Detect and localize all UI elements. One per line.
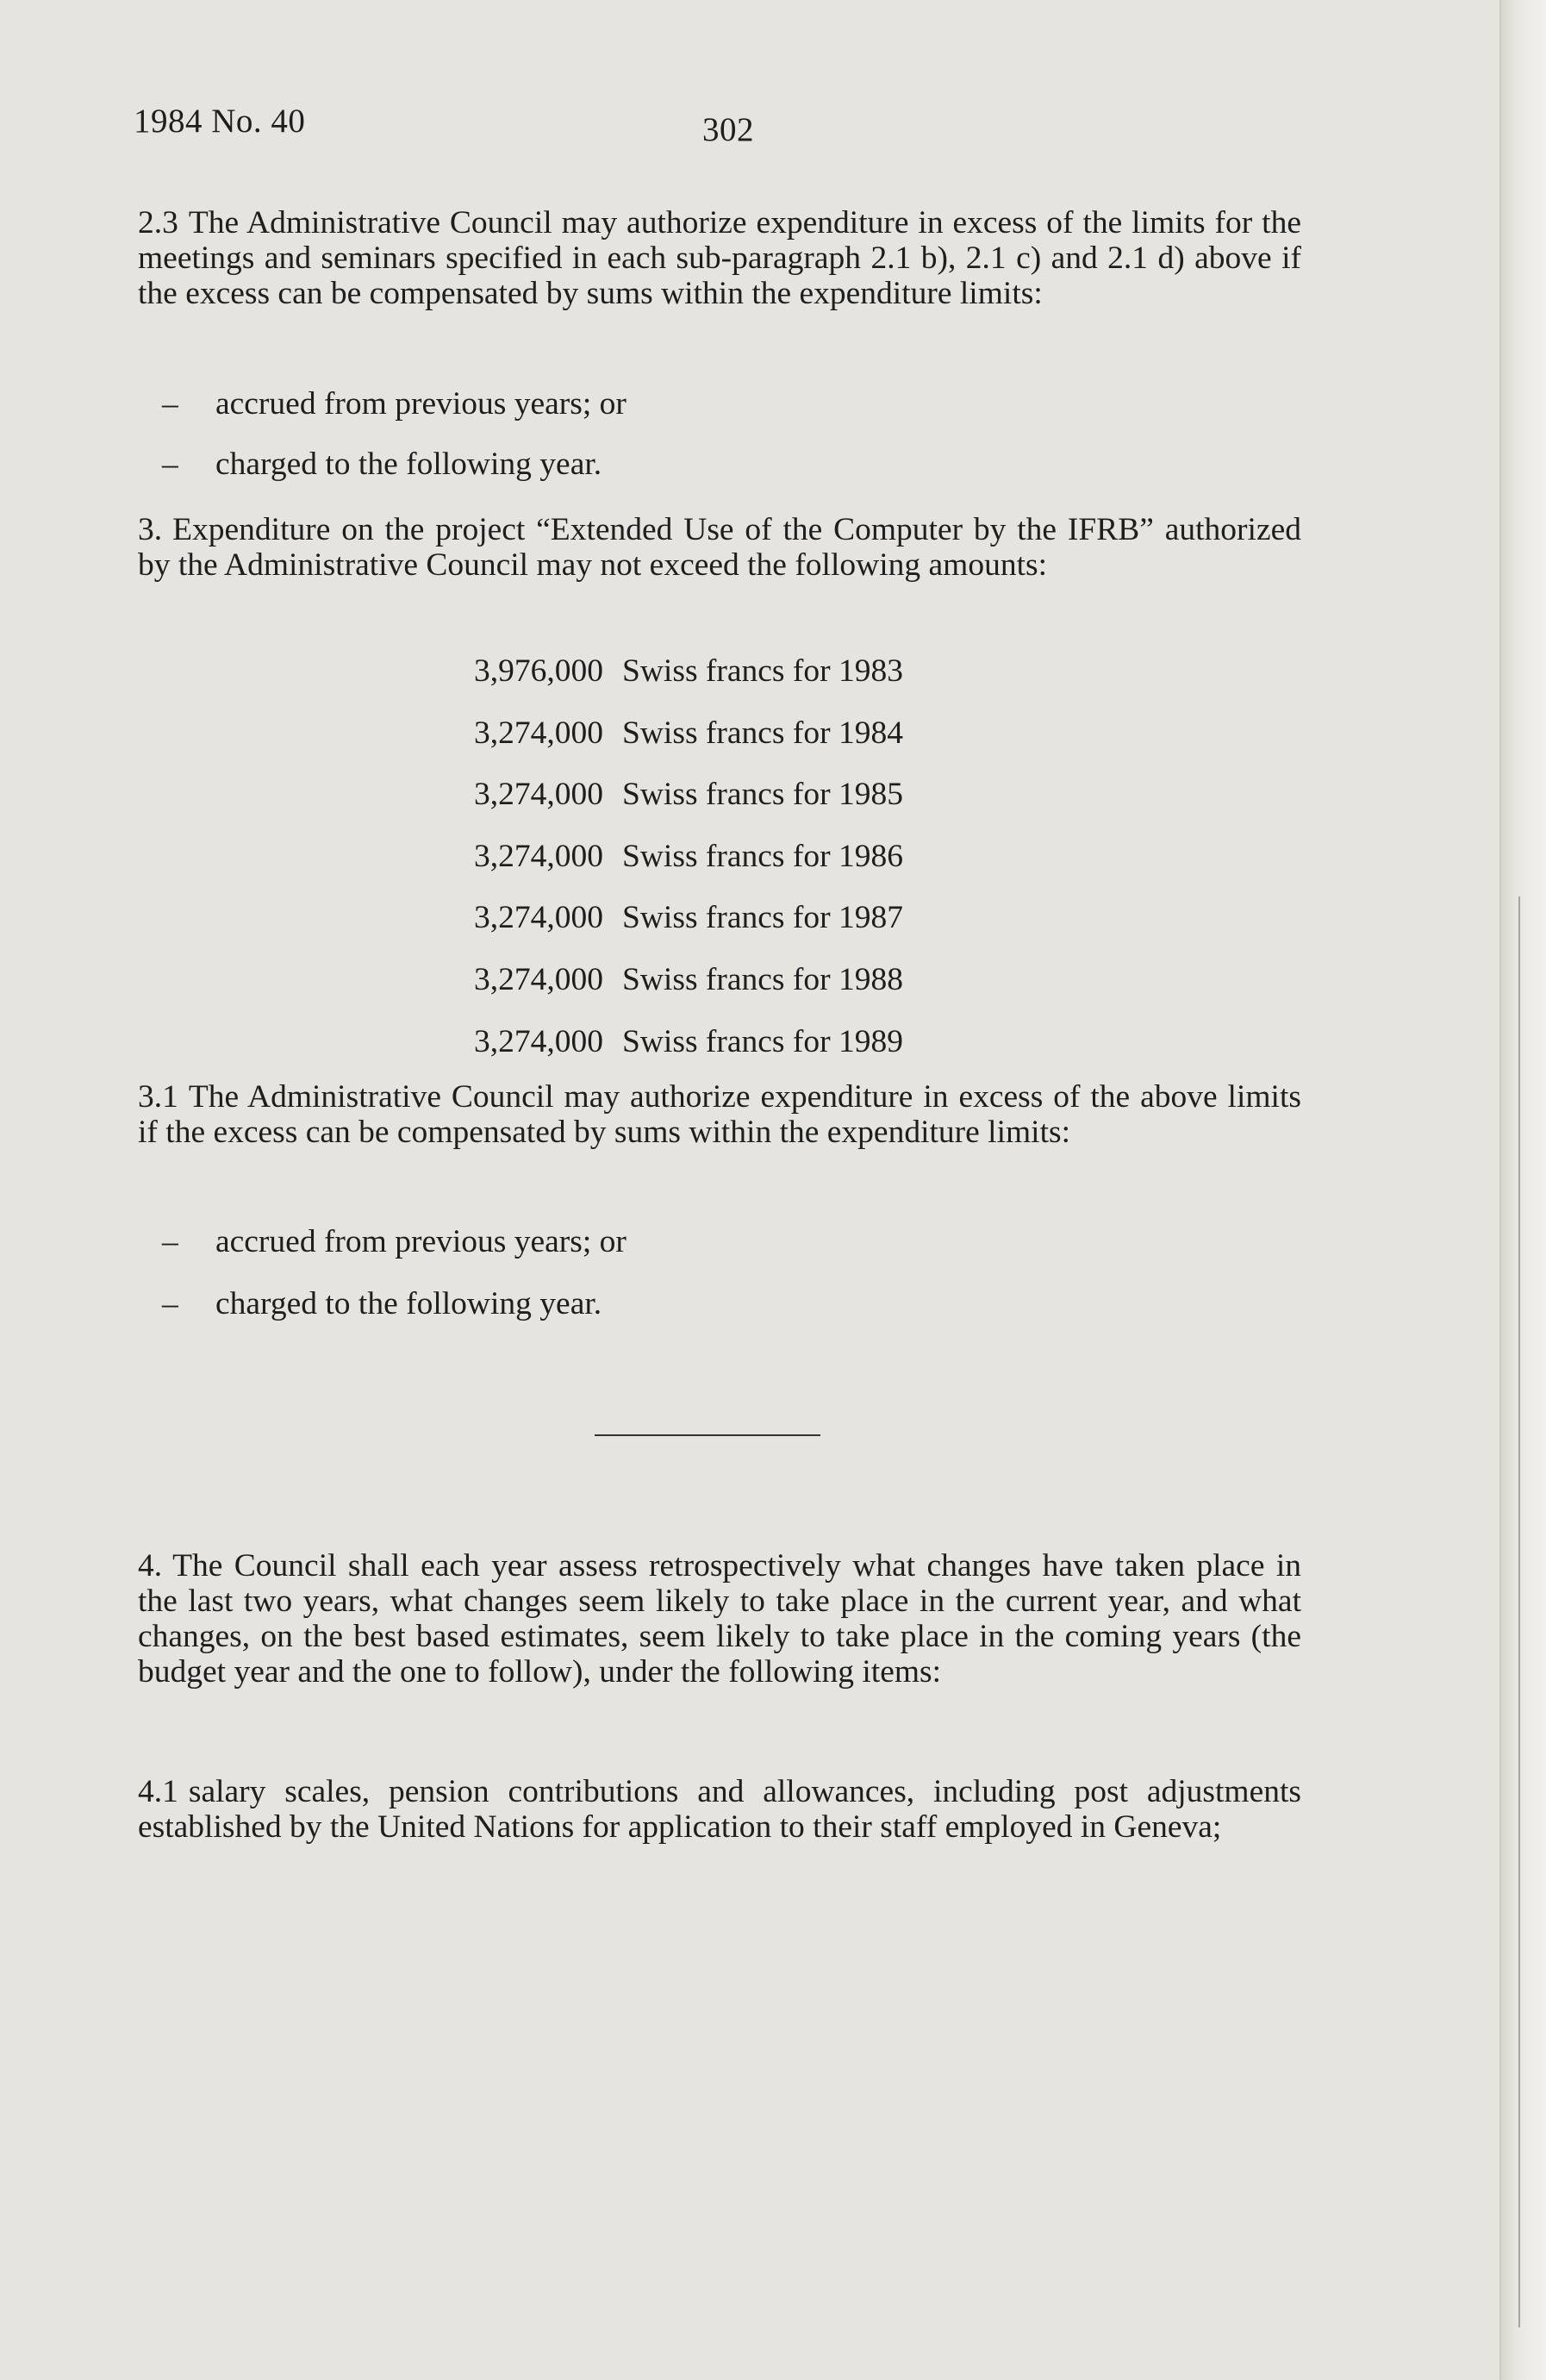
- list-item-text: accrued from previous years; or: [215, 1224, 627, 1259]
- paragraph-number: 3.1: [138, 1079, 178, 1115]
- paragraph-4-1: [138, 1774, 1301, 1845]
- list-item: [162, 1224, 627, 1259]
- list-item-text: charged to the following year.: [215, 1286, 602, 1321]
- amount-value: 3,274,000: [474, 839, 603, 874]
- dash-bullet: –: [162, 1224, 178, 1259]
- amount-row: [448, 962, 903, 997]
- paragraph-text: The Administrative Council may authorize expenditure in excess of the above limits if the excess can be compensated by sums within the expenditure limits:: [138, 1079, 1301, 1150]
- paragraph-number: 3.: [138, 512, 163, 547]
- amount-label: Swiss francs for 1986: [622, 839, 904, 874]
- list-item: [162, 386, 627, 422]
- paragraph-3: [138, 512, 1301, 583]
- page-edge-line: [1518, 896, 1520, 2327]
- list-item-text: charged to the following year.: [215, 447, 602, 482]
- amount-value: 3,274,000: [474, 962, 603, 997]
- dash-bullet: –: [162, 1286, 178, 1321]
- amount-value: 3,976,000: [474, 653, 603, 689]
- amount-value: 3,274,000: [474, 900, 603, 935]
- paragraph-2-3: [138, 205, 1301, 311]
- paragraph-number: 2.3: [138, 205, 178, 240]
- amount-value: 3,274,000: [474, 777, 603, 812]
- paragraph-text: Expenditure on the project “Extended Use of the Computer by the IFRB” authorized by the Administrative Council may not exceed the following amounts:: [138, 512, 1301, 583]
- amount-label: Swiss francs for 1987: [622, 900, 904, 935]
- amount-label: Swiss francs for 1988: [622, 962, 904, 997]
- paragraph-4: [138, 1548, 1301, 1690]
- amount-row: [448, 777, 903, 812]
- dash-bullet: –: [162, 386, 178, 422]
- list-item-text: accrued from previous years; or: [215, 386, 627, 422]
- amount-row: [448, 839, 903, 874]
- paragraph-text: salary scales, pension contributions and allowances, including post adjustments established by the United Nations for application to their staff employed in Geneva;: [138, 1774, 1301, 1845]
- amount-row: [448, 1024, 903, 1059]
- paragraph-text: The Council shall each year assess retrospectively what changes have taken place in the last two years, what changes seem likely to take place in the current year, and what changes, on the best based estimates, seem likely to take place in the coming years (the budget year and the one to follow), under the following items:: [138, 1548, 1301, 1690]
- amount-value: 3,274,000: [474, 715, 603, 751]
- amount-row: [448, 715, 903, 751]
- publication-reference: 1984 No. 40: [134, 103, 306, 140]
- amount-label: Swiss francs for 1985: [622, 777, 904, 812]
- list-item: [162, 447, 602, 482]
- paragraph-number: 4.1: [138, 1774, 178, 1809]
- list-item: [162, 1286, 602, 1321]
- amount-row: [448, 653, 903, 689]
- paragraph-number: 4.: [138, 1548, 163, 1584]
- amount-label: Swiss francs for 1984: [622, 715, 904, 751]
- dash-bullet: –: [162, 447, 178, 482]
- page-number: 302: [702, 111, 754, 148]
- section-divider: [595, 1434, 820, 1436]
- amount-row: [448, 900, 903, 935]
- paragraph-3-1: [138, 1079, 1301, 1150]
- page-edge: [1499, 0, 1546, 2380]
- amount-label: Swiss francs for 1989: [622, 1024, 904, 1059]
- amount-label: Swiss francs for 1983: [622, 653, 904, 689]
- paragraph-text: The Administrative Council may authorize expenditure in excess of the limits for the meetings and seminars specified in each sub-paragraph 2.1 b), 2.1 c) and 2.1 d) above if the excess can be compensated by sums within the expenditure limits:: [138, 205, 1301, 311]
- amount-value: 3,274,000: [474, 1024, 603, 1059]
